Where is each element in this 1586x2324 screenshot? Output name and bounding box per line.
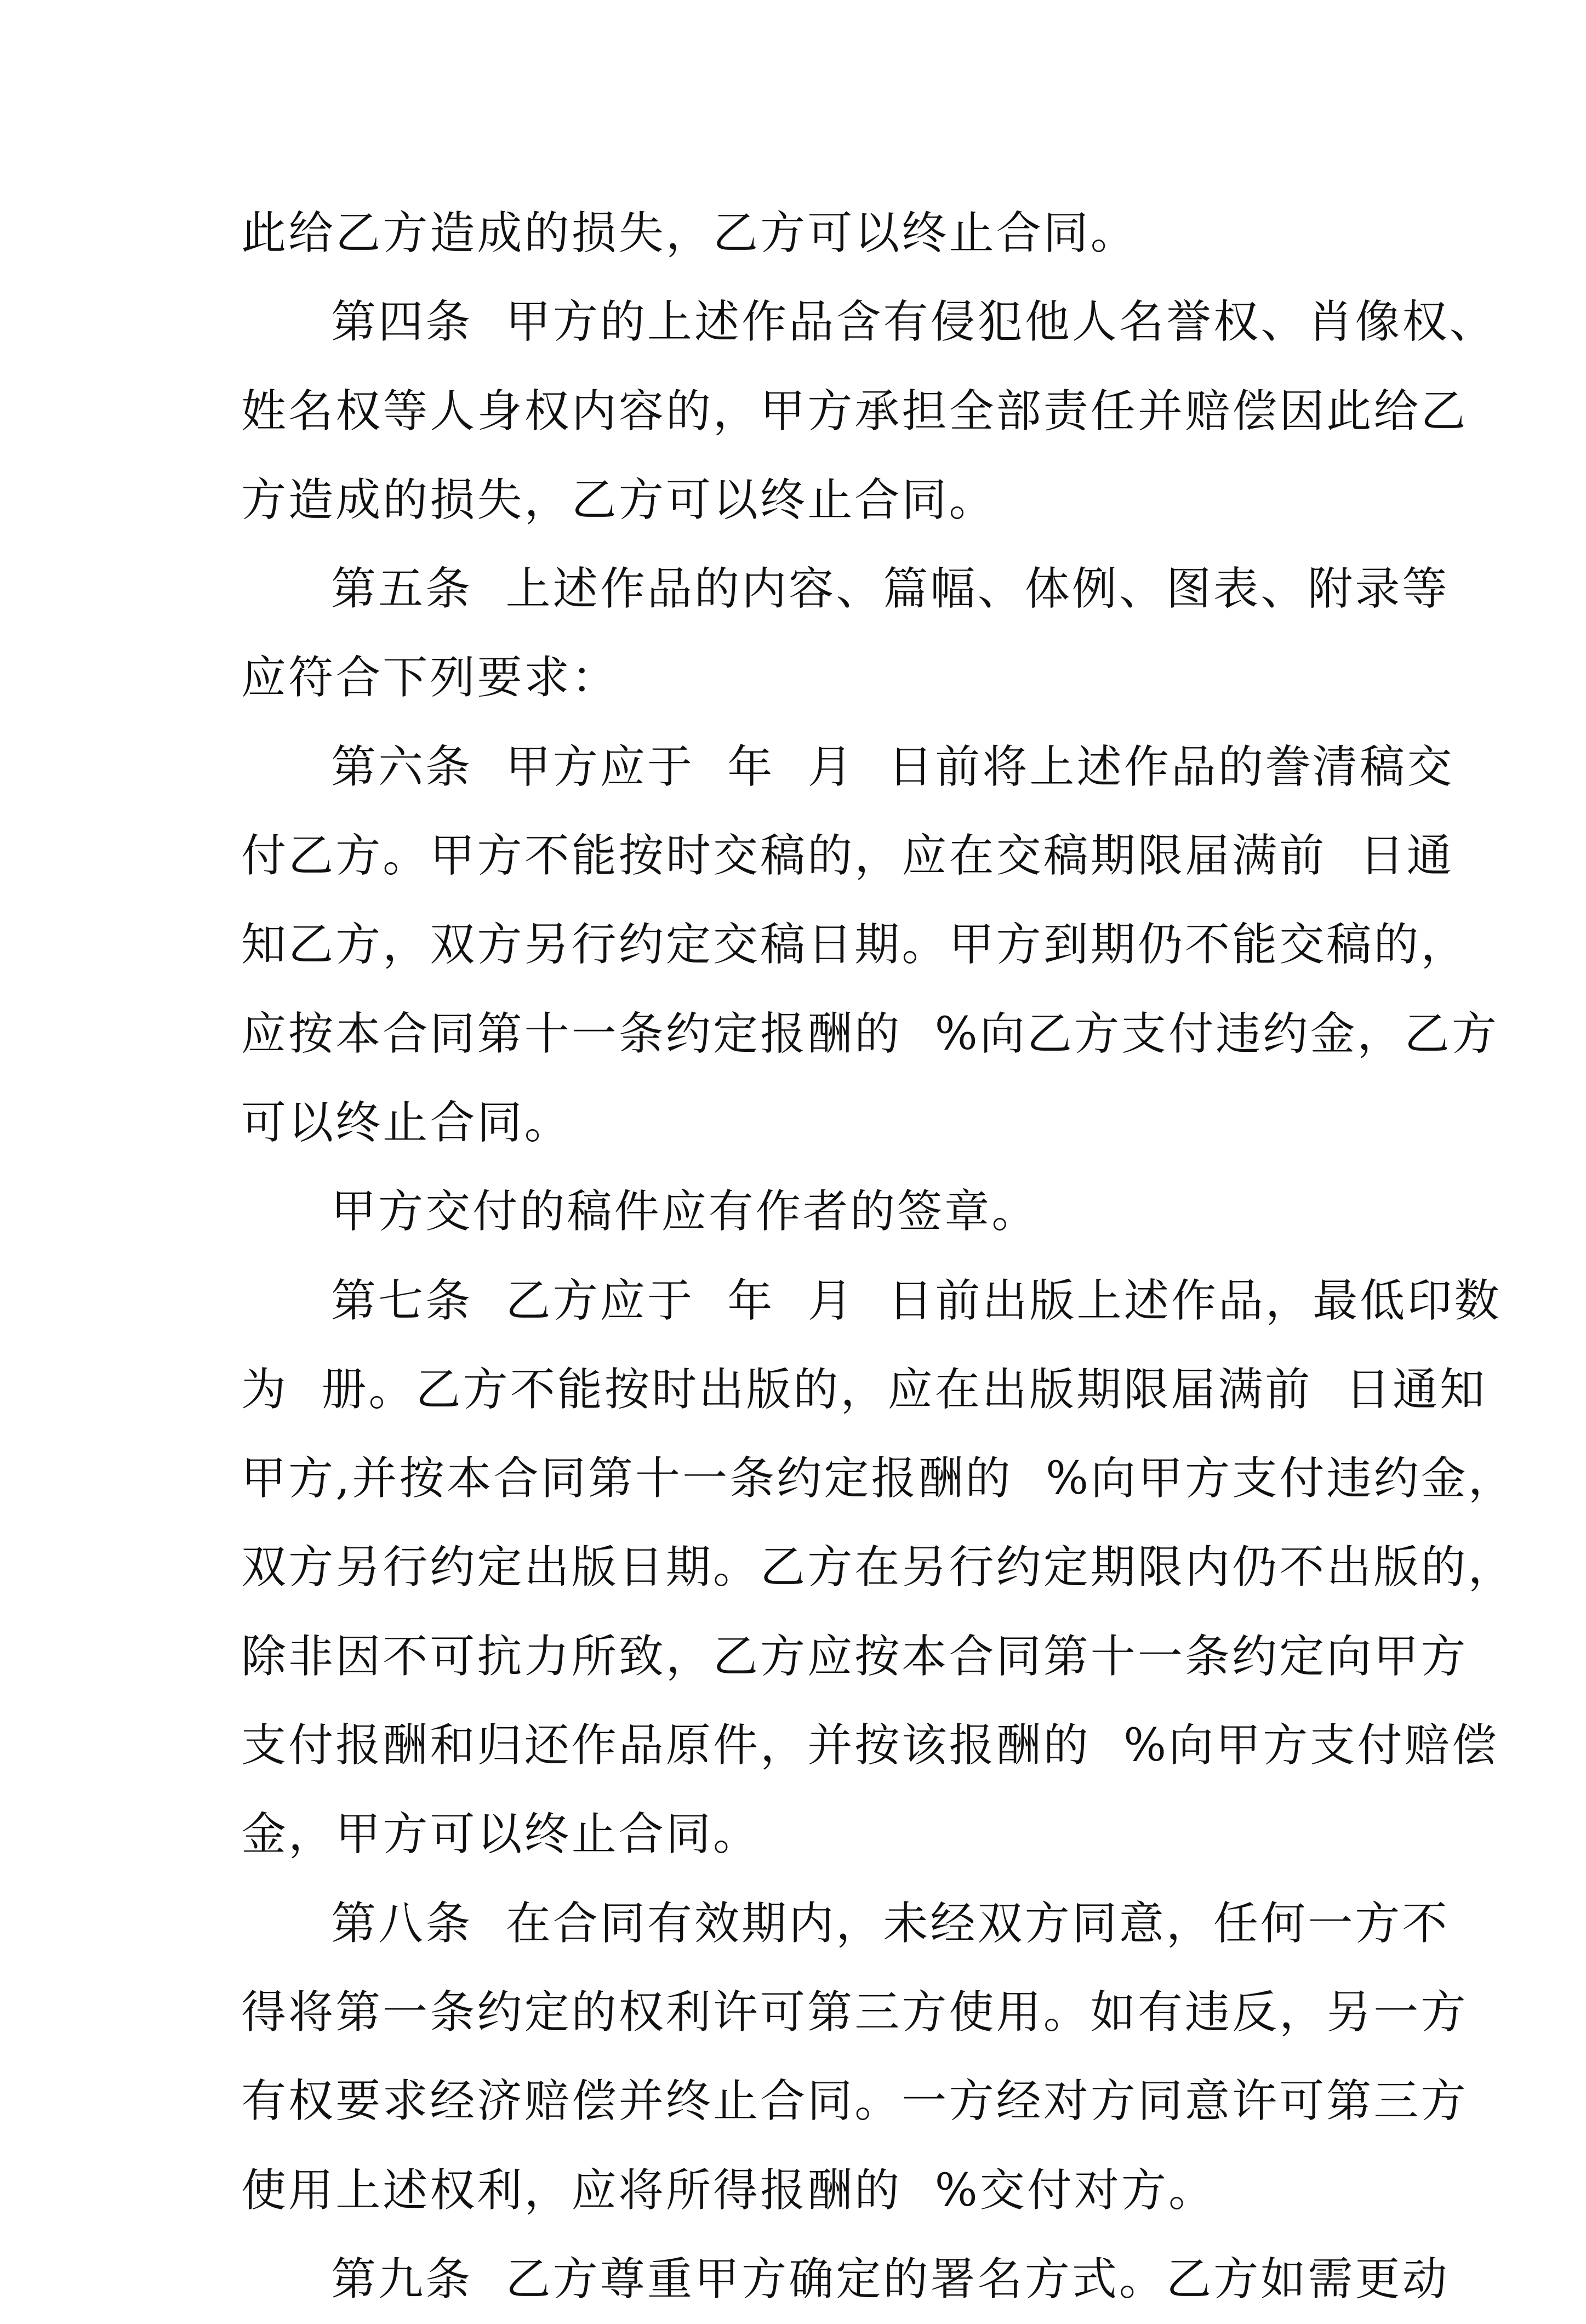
text-line: 除非因不可抗力所致，乙方应按本合同第十一条约定向甲方 — [241, 1630, 1468, 1683]
text-line: 双方另行约定出版日期。乙方在另行约定期限内仍不出版的， — [241, 1541, 1515, 1594]
text-line: 第四条 甲方的上述作品含有侵犯他人名誉权、肖像权、 — [331, 296, 1497, 349]
text-line: 金，甲方可以终止合同。 — [241, 1808, 761, 1861]
text-line: 得将第一条约定的权利许可第三方使用。如有违反，另一方 — [241, 1986, 1468, 2038]
text-line: 第七条 乙方应于 年 月 日前出版上述作品，最低印数 — [331, 1274, 1502, 1327]
text-line: 甲方,并按本合同第十一条约定报酬的 %向甲方支付违约金， — [241, 1453, 1516, 1505]
text-line: 第五条 上述作品的内容、篇幅、体例、图表、附录等 — [331, 563, 1450, 616]
text-line: 可以终止合同。 — [241, 1096, 572, 1149]
text-line: 支付报酬和归还作品原件，并按该报酬的 %向甲方支付赔偿 — [241, 1719, 1499, 1772]
text-line: 有权要求经济赔偿并终止合同。一方经对方同意许可第三方 — [241, 2075, 1468, 2128]
text-line: 应符合下列要求： — [241, 652, 619, 704]
text-line: 第六条 甲方应于 年 月 日前将上述作品的誊清稿交 — [331, 741, 1454, 793]
text-line: 付乙方。甲方不能按时交稿的，应在交稿期限届满前 日通 — [241, 830, 1454, 882]
text-line: 方造成的损失，乙方可以终止合同。 — [241, 474, 996, 526]
text-line: 为 册。乙方不能按时出版的，应在出版期限届满前 日通知 — [241, 1363, 1487, 1416]
text-line: 此给乙方造成的损失，乙方可以终止合同。 — [241, 207, 1138, 259]
text-line: 甲方交付的稿件应有作者的签章。 — [331, 1186, 1039, 1238]
text-line: 知乙方，双方另行约定交稿日期。甲方到期仍不能交稿的， — [241, 919, 1468, 971]
text-line: 应按本合同第十一条约定报酬的 %向乙方支付违约金，乙方 — [241, 1007, 1499, 1060]
text-line: 使用上述权利，应将所得报酬的 %交付对方。 — [241, 2164, 1216, 2217]
text-line: 第九条 乙方尊重甲方确定的署名方式。乙方如需更动 — [331, 2253, 1450, 2305]
contract-body — [241, 189, 1516, 2324]
text-line: 第八条 在合同有效期内，未经双方同意，任何一方不 — [331, 1897, 1450, 1950]
text-line: 姓名权等人身权内容的，甲方承担全部责任并赔偿因此给乙 — [241, 385, 1468, 437]
